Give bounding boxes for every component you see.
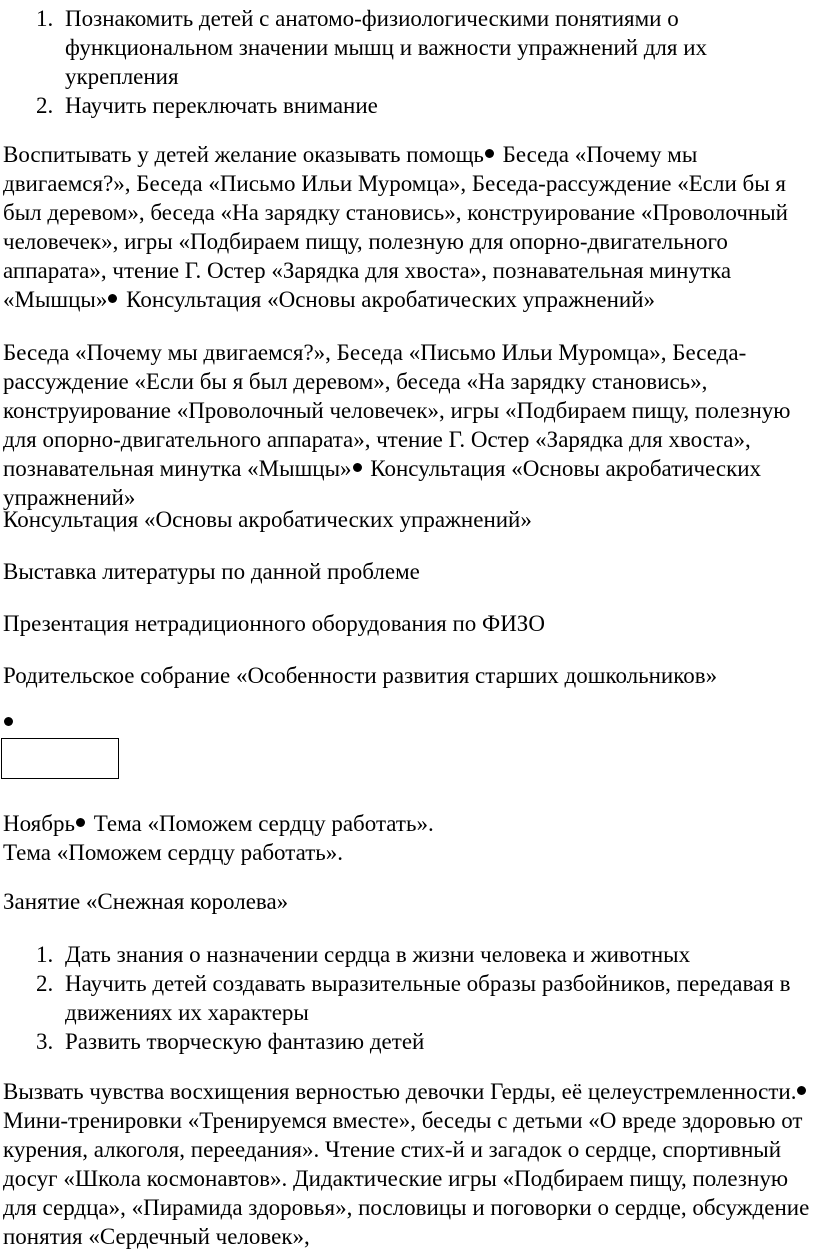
goals-list-2 [3, 940, 815, 1056]
empty-table-cell [1, 738, 119, 779]
bullet-icon [353, 463, 362, 472]
list-item: 2. Научить переключать внимание [36, 93, 378, 118]
paragraph-upbringing: Воспитывать у детей желание оказывать помощь Беседа «Почему мы двигаемся?», Беседа «Письмо Ильи Муромца», Беседа-рассуждение «Если бы я был деревом», беседа «На зарядку становись», конструирование «Проволочный человечек», игры «Подбираем пищу, полезную для опорно-двигательного аппарата», чтение Г. Остер «Зарядка для хвоста», познавательная минутка «Мышцы» Консультация «Основы акробатических упражнений» [3, 142, 788, 312]
consultation-line: Консультация «Основы акробатических упражнений» [3, 507, 532, 532]
bullet-icon [4, 717, 13, 726]
parent-meeting-line: Родительское собрание «Особенности развития старших дошкольников» [3, 663, 718, 688]
bullet-icon [485, 149, 494, 158]
list-item: 2. Научить детей создавать выразительные образы разбойников, передавая в движениях их характеры [36, 971, 791, 1025]
bullet-icon [797, 1086, 806, 1095]
presentation-line: Презентация нетрадиционного оборудования по ФИЗО [3, 611, 545, 636]
list-item: 1. Дать знания о назначении сердца в жизни человека и животных [36, 942, 691, 967]
bullet-icon [76, 818, 85, 827]
paragraph-gerda: Вызвать чувства восхищения верностью девочки Герды, её целеустремленности. Мини-тренировки «Тренируемся вместе», беседы с детьми «О вреде здоровью от курения, алкоголя, переедания». Чтение стих-й и загадок о сердце, спортивный досуг «Школа космонавтов». Дидактические игры «Подбираем пищу, полезную для сердца», «Пирамида здоровья», пословицы и поговорки о сердце, обсуждение понятия «Сердечный человек», [3, 1079, 810, 1249]
list-item: 3. Развить творческую фантазию детей [36, 1029, 425, 1054]
exhibition-line: Выставка литературы по данной проблеме [3, 559, 420, 584]
list-item: 1. Познакомить детей с анатомо-физиологическими понятиями о функциональном значении мышц и важности упражнений для их укрепления [36, 6, 708, 89]
topic-line: Тема «Поможем сердцу работать». [3, 840, 343, 865]
november-heading: Ноябрь Тема «Поможем сердцу работать». [3, 811, 434, 836]
paragraph-activities: Беседа «Почему мы двигаемся?», Беседа «Письмо Ильи Муромца», Беседа-рассуждение «Если бы я был деревом», беседа «На зарядку становись», конструирование «Проволочный человечек», игры «Подбираем пищу, полезную для опорно-двигательного аппарата», чтение Г. Остер «Зарядка для хвоста», познавательная минутка «Мышцы» Консультация «Основы акробатических упражнений» [3, 340, 791, 510]
lesson-line: Занятие «Снежная королева» [3, 889, 289, 914]
bullet-icon [108, 294, 117, 303]
goals-list-1 [3, 4, 815, 120]
